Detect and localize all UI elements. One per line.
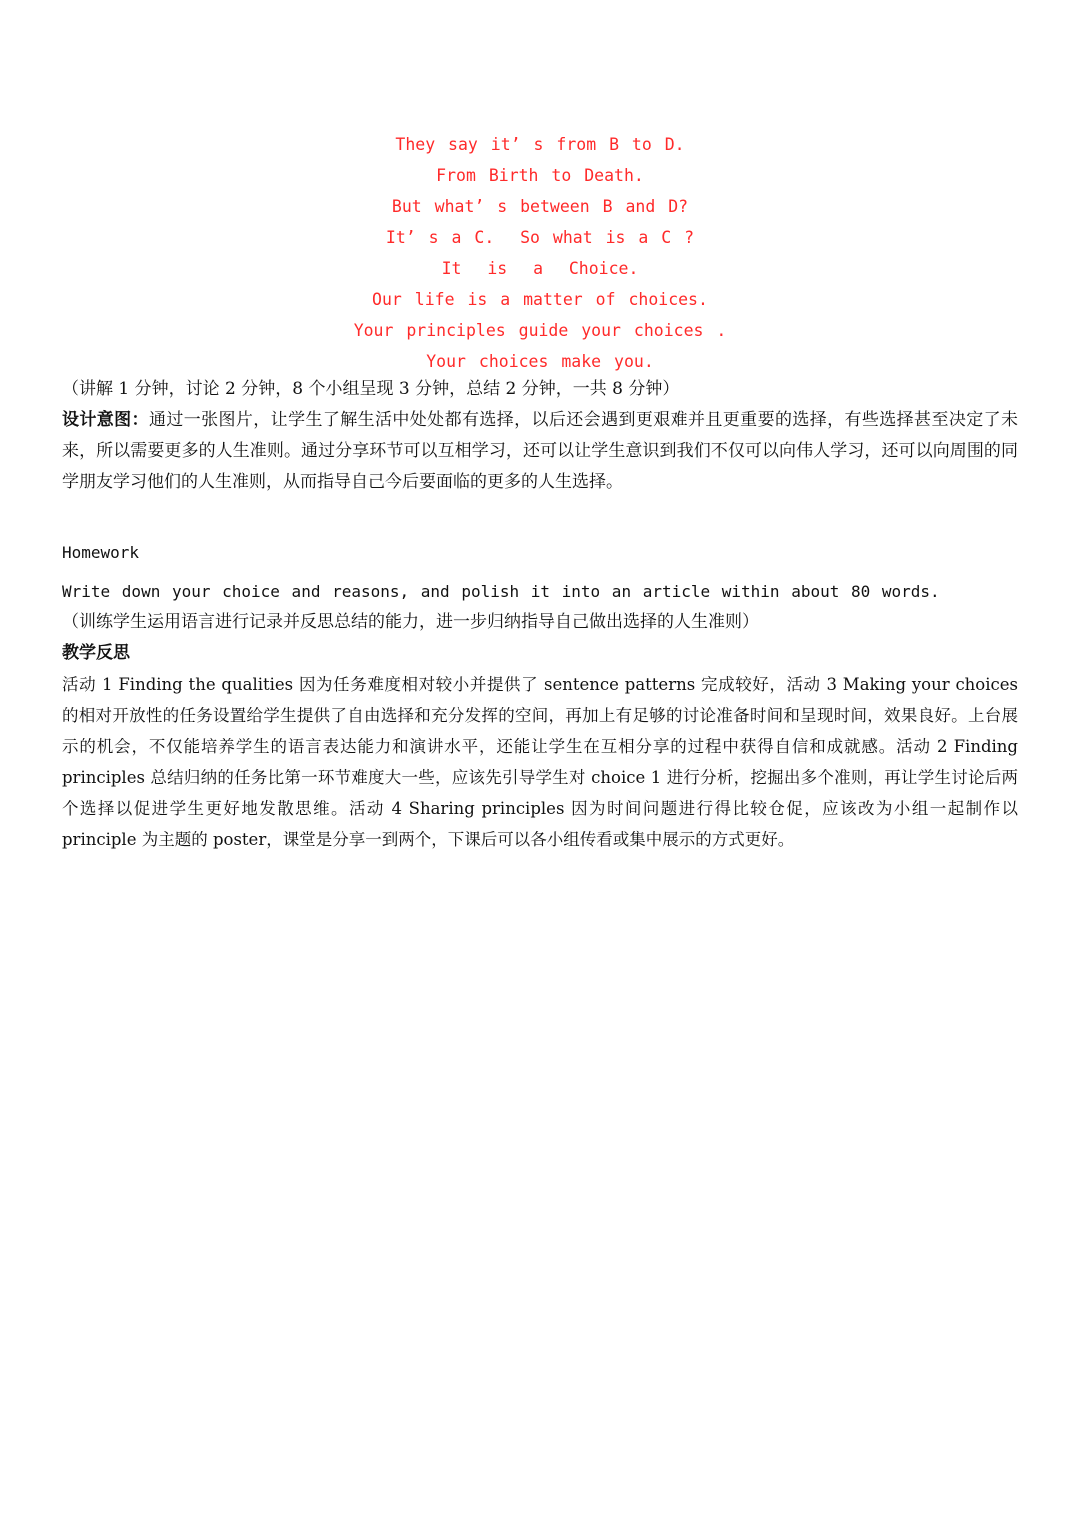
reflection-title: 教学反思 [62,643,130,663]
poem-line: Your choices make you. [426,352,654,371]
design-intent [62,405,1018,498]
homework-text: Write down your choice and reasons, and polish it into an article within about 80 words. [62,582,940,601]
poem-line: But what’ s between B and D? [391,197,689,216]
poem-line: It’ s a C. So what is a C ? [385,228,695,247]
homework-note: （训练学生运用语言进行记录并反思总结的能力，进一步归纳指导自己做出选择的人生准则） [62,612,759,632]
timing-note: （讲解 1 分钟，讨论 2 分钟，8 个小组呈现 3 分钟，总结 2 分钟，一共 8 分钟） [62,379,680,399]
poem-line: From Birth to Death. [436,166,644,185]
poem-line: Your principles guide your choices . [353,321,727,340]
homework-title: Homework [62,543,140,562]
poem-line: Our life is a matter of choices. [372,290,708,309]
poem-line: They say it’ s from B to D. [395,135,685,154]
poem-line: It is a Choice. [441,259,639,278]
poem-block [62,129,1018,377]
design-intent-label: 设计意图： [62,410,149,430]
design-intent-text: 通过一张图片，让学生了解生活中处处都有选择，以后还会遇到更艰难并且更重要的选择，有些选择甚至决定了未来，所以需要更多的人生准则。通过分享环节可以互相学习，还可以让学生意识到我们不仅可以向伟人学习，还可以向周围的同学朋友学习他们的人生准则，从而指导自己今后要面临的更多的人生选择。 [62,410,1019,492]
reflection-text: 活动 1 Finding the qualities 因为任务难度相对较小并提供了 sentence patterns 完成较好，活动 3 Making your choices 的相对开放性的任务设置给学生提供了自由选择和充分发挥的空间，再加上有足够的讨论准备时间和呈现时间，效果良好。上台展示的机会，不仅能培养学生的语言表达能力和演讲水平，还能让学生在互相分享的过程中获得自信和成就感。活动 2 Finding principles 总结归纳的任务比第一环节难度大一些，应该先引导学生对 choice 1 进行分析，挖掘出多个准则，再让学生讨论后两个选择以促进学生更好地发散思维。活动 4 Sharing principles 因为时间问题进行得比较仓促，应该改为小组一起制作以 principle 为主题的 poster，课堂是分享一到两个，下课后可以各小组传看或集中展示的方式更好。 [62,675,1018,849]
